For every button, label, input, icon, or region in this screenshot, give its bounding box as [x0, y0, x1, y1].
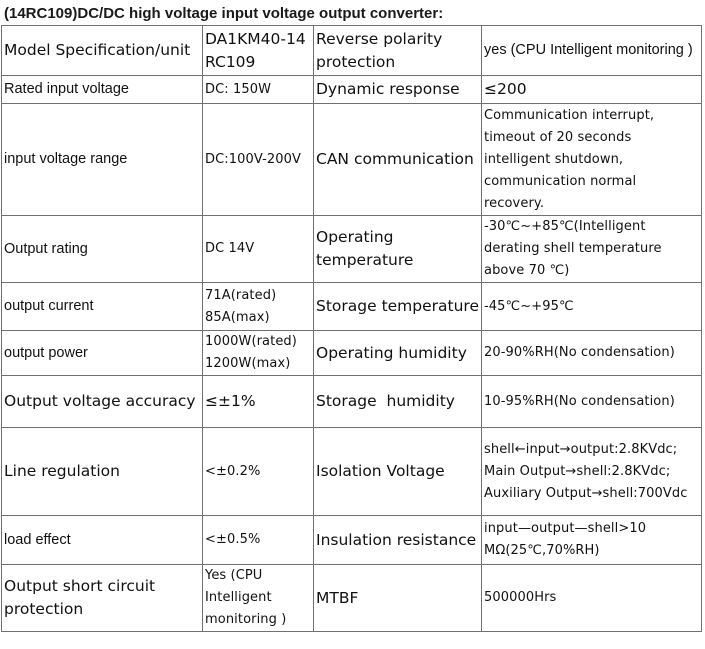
- spec-label: Operating humidity: [314, 331, 482, 376]
- table-row: [2, 26, 702, 76]
- spec-label: Insulation resistance: [314, 516, 482, 565]
- spec-label: Line regulation: [2, 428, 203, 516]
- spec-value: shell←input→output:2.8KVdc; Main Output→shell:2.8KVdc; Auxiliary Output→shell:700Vdc: [482, 428, 702, 516]
- spec-value: DA1KM40-14RC109: [203, 26, 314, 76]
- spec-value: DC: 150W: [203, 76, 314, 104]
- spec-label: Reverse polarity protection: [314, 26, 482, 76]
- spec-value: -30℃~+85℃(Intelligent derating shell temperature above 70 ℃): [482, 216, 702, 283]
- spec-value: 20-90%RH(No condensation): [482, 331, 702, 376]
- spec-label: output current: [2, 283, 203, 331]
- spec-label: output power: [2, 331, 203, 376]
- table-row: [2, 331, 702, 376]
- spec-value: Yes (CPU Intelligent monitoring ): [203, 565, 314, 632]
- table-row: [2, 216, 702, 283]
- table-row: [2, 376, 702, 428]
- spec-value: ≤±1%: [203, 376, 314, 428]
- spec-value: Communication interrupt, timeout of 20 seconds intelligent shutdown, communication normal recovery.: [482, 104, 702, 216]
- spec-label: Storage humidity: [314, 376, 482, 428]
- spec-value: 71A(rated) 85A(max): [203, 283, 314, 331]
- spec-label: Model Specification/unit: [2, 26, 203, 76]
- spec-value: DC 14V: [203, 216, 314, 283]
- spec-label: Storage temperature: [314, 283, 482, 331]
- spec-label: Operating temperature: [314, 216, 482, 283]
- spec-label: Rated input voltage: [2, 76, 203, 104]
- table-row: [2, 283, 702, 331]
- spec-value: yes (CPU Intelligent monitoring ): [482, 26, 702, 76]
- table-row: [2, 428, 702, 516]
- table-row: [2, 516, 702, 565]
- spec-label: input voltage range: [2, 104, 203, 216]
- spec-label: Output voltage accuracy: [2, 376, 203, 428]
- spec-value: <±0.5%: [203, 516, 314, 565]
- spec-label: MTBF: [314, 565, 482, 632]
- spec-label: Isolation Voltage: [314, 428, 482, 516]
- spec-label: CAN communication: [314, 104, 482, 216]
- spec-label: Output rating: [2, 216, 203, 283]
- table-row: [2, 104, 702, 216]
- spec-label: load effect: [2, 516, 203, 565]
- spec-value: 10-95%RH(No condensation): [482, 376, 702, 428]
- spec-label: Output short circuit protection: [2, 565, 203, 632]
- spec-table: [1, 25, 702, 632]
- table-row: [2, 565, 702, 632]
- spec-value: input—output—shell>10 MΩ(25℃,70%RH): [482, 516, 702, 565]
- spec-label: Dynamic response: [314, 76, 482, 104]
- spec-value: <±0.2%: [203, 428, 314, 516]
- table-row: [2, 76, 702, 104]
- spec-value: -45℃~+95℃: [482, 283, 702, 331]
- spec-value: 500000Hrs: [482, 565, 702, 632]
- page-title: (14RC109)DC/DC high voltage input voltage output converter:: [4, 5, 444, 22]
- spec-value: DC:100V-200V: [203, 104, 314, 216]
- spec-value: 1000W(rated) 1200W(max): [203, 331, 314, 376]
- spec-value: ≤200: [482, 76, 702, 104]
